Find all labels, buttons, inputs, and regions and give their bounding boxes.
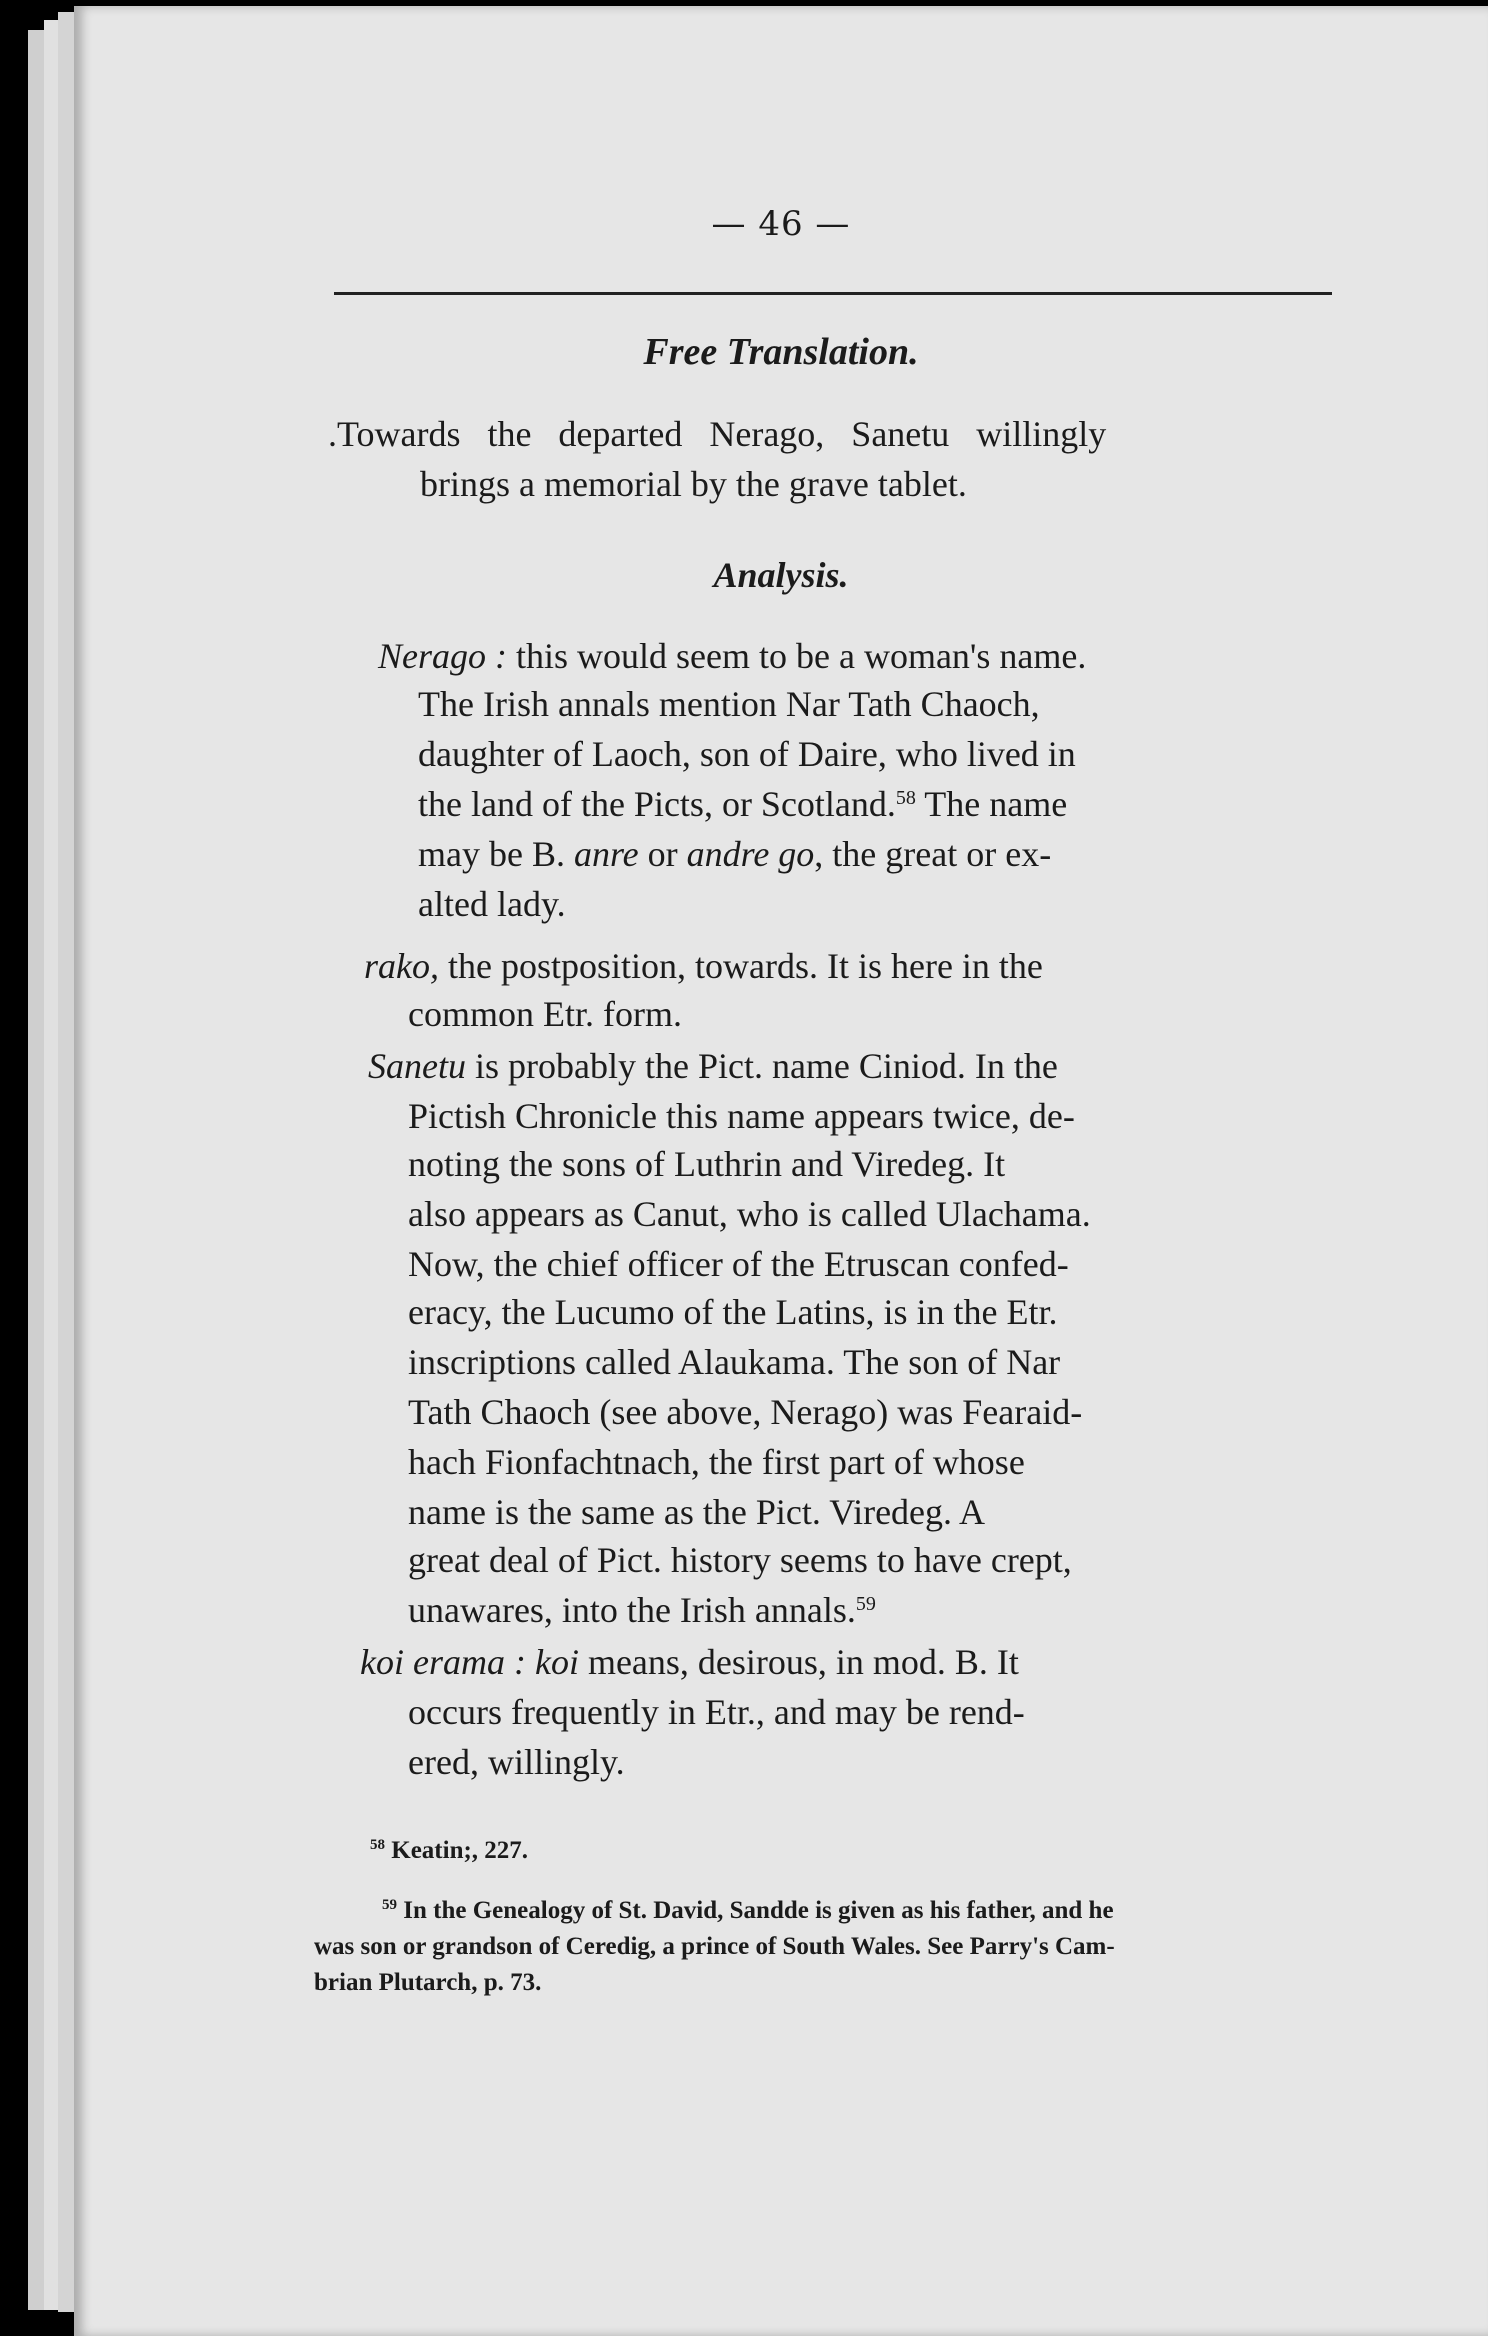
entry-term: Nerago : <box>378 636 507 676</box>
entry-text: is probably the Pict. name Ciniod. In the <box>465 1046 1058 1086</box>
entry-term: koi erama : <box>360 1642 526 1682</box>
footnote <box>370 1836 528 1866</box>
footnote-text: Keatin;, 227. <box>385 1837 529 1864</box>
entry-line: name is the same as the Pict. Viredeg. A <box>408 1492 986 1532</box>
entry-line: occurs frequently in Etr., and may be rend- <box>408 1692 1025 1732</box>
entry-line: inscriptions called Alaukama. The son of Nar <box>408 1342 1061 1382</box>
entry-term: rako, <box>364 946 439 986</box>
entry-line <box>418 784 1067 824</box>
header-rule <box>334 292 1332 295</box>
footnote-line: was son or grandson of Ceredig, a prince of South Wales. See Parry's Cam- <box>314 1933 1115 1960</box>
footnote-marker: 58 <box>370 1837 385 1853</box>
entry-line: daughter of Laoch, son of Daire, who lived in <box>418 734 1076 774</box>
entry-term: andre go <box>686 834 815 874</box>
entry-text: the land of the Picts, or Scotland. <box>418 784 896 824</box>
free-translation-heading: Free Translation. <box>643 331 919 373</box>
footnote-ref: 58 <box>895 787 916 809</box>
entry-line: The Irish annals mention Nar Tath Chaoch, <box>418 684 1040 724</box>
footnote <box>382 1896 1114 1926</box>
entry-line: hach Fionfachtnach, the first part of whose <box>408 1442 1025 1482</box>
entry-text: or <box>638 834 687 874</box>
entry-line: ered, willingly. <box>408 1742 625 1782</box>
entry-term: Sanetu <box>368 1046 466 1086</box>
entry-text: this would seem to be a woman's name. <box>507 636 1087 676</box>
entry-line <box>418 834 1051 874</box>
entry-line: Pictish Chronicle this name appears twice, de- <box>408 1096 1075 1136</box>
translation-line: brings a memorial by the grave tablet. <box>420 464 967 504</box>
footnote-text: In the Genealogy of St. David, Sandde is given as his father, and he <box>397 1897 1114 1924</box>
translation-line: .Towards the departed Nerago, Sanetu willingly <box>328 414 1107 454</box>
entry-line <box>368 1046 1058 1086</box>
entry-term: anre <box>564 834 639 874</box>
entry-line: also appears as Canut, who is called Ulachama. <box>408 1194 1091 1234</box>
entry-text: means, desirous, in mod. B. It <box>578 1642 1019 1682</box>
entry-line <box>360 1642 1019 1682</box>
entry-term: koi <box>534 1642 579 1682</box>
entry-text: , the great or ex- <box>814 834 1052 874</box>
entry-line <box>408 1590 876 1630</box>
entry-line: Tath Chaoch (see above, Nerago) was Fearaid- <box>408 1392 1083 1432</box>
entry-line: great deal of Pict. history seems to have crept, <box>408 1540 1072 1580</box>
entry-text: may be B. <box>418 834 565 874</box>
entry-line <box>378 636 1086 676</box>
entry-text <box>526 1642 535 1682</box>
footnote-ref: 59 <box>855 1593 876 1615</box>
analysis-heading: Analysis. <box>713 555 849 595</box>
book-page <box>74 6 1488 2336</box>
entry-text: unawares, into the Irish annals. <box>408 1590 856 1630</box>
entry-line: eracy, the Lucumo of the Latins, is in the Etr. <box>408 1292 1058 1332</box>
footnote-marker: 59 <box>382 1897 397 1913</box>
entry-line <box>364 946 1043 986</box>
entry-line: common Etr. form. <box>408 994 682 1034</box>
entry-text: the postposition, towards. It is here in the <box>439 946 1043 986</box>
entry-line: noting the sons of Luthrin and Viredeg. It <box>408 1144 1006 1184</box>
entry-line: alted lady. <box>418 884 566 924</box>
footnote-line: brian Plutarch, p. 73. <box>314 1969 542 1996</box>
entry-text: The name <box>915 784 1068 824</box>
page-number: — 46 — <box>711 204 851 244</box>
entry-line: Now, the chief officer of the Etruscan confed- <box>408 1244 1069 1284</box>
